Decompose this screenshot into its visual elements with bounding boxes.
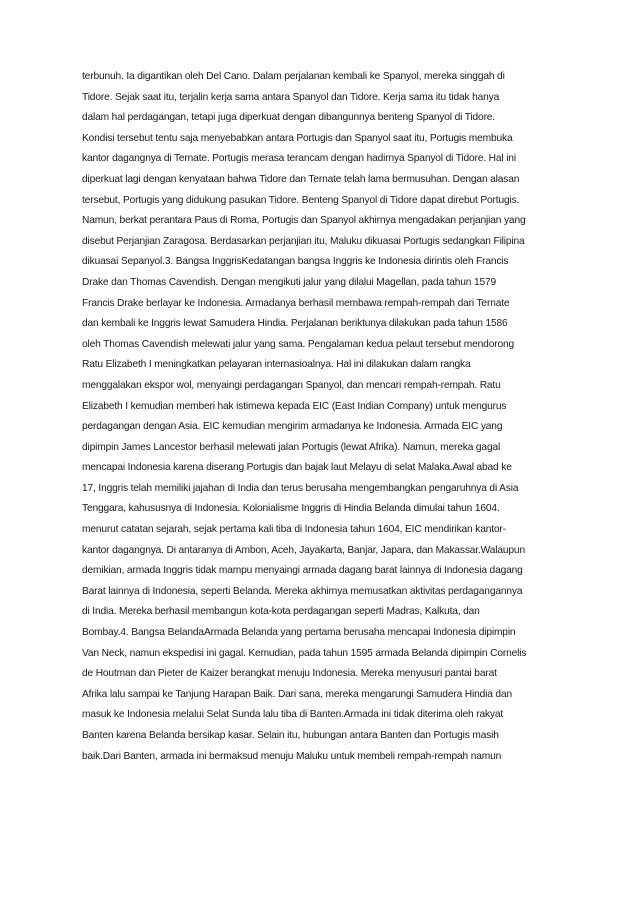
- text-line: baik.Dari Banten, armada ini bermaksud menuju Maluku untuk membeli rempah-rempah namun: [82, 750, 502, 762]
- text-line: Tenggara, kahususnya di Indonesia. Kolonialisme Inggris di Hindia Belanda dimulai tahun 1604.: [82, 503, 500, 515]
- text-line: demikian, armada Inggris tidak mampu menyaingi armada dagang barat lainnya di Indonesia dagang: [82, 565, 523, 577]
- text-line: Banten karena Belanda bersikap kasar. Selain itu, hubungan antara Banten dan Portugis masih: [82, 730, 499, 741]
- text-line: Namun, berkat perantara Paus di Roma, Portugis dan Spanyol akhirnya mengadakan perjanjian yang: [82, 215, 526, 227]
- text-line: Barat lainnya di Indonesia, seperti Belanda. Mereka akhirnya memusatkan aktivitas perdagangannya: [82, 585, 523, 597]
- text-line: Ratu Elizabeth I meningkatkan pelayaran internasioalnya. Hal ini dilakukan dalam rangka: [82, 359, 471, 371]
- text-line: menggalakan ekspor wol, menyaingi perdagangan Spanyol, dan mencari rempah-rempah. Ratu: [82, 379, 501, 391]
- text-line: Tidore. Sejak saat itu, terjalin kerja sama antara Spanyol dan Tidore. Kerja sama itu tidak hanya: [82, 91, 500, 103]
- text-line: perdagangan dengan Asia. EIC kemudian mengirim armadanya ke Indonesia. Armada EIC yang: [82, 421, 503, 433]
- text-line: disebut Perjanjian Zaragosa. Berdasarkan perjanjian itu, Maluku dikuasai Portugis sedangkan Filipina: [82, 235, 525, 247]
- text-line: Van Neck, namun ekspedisi ini gagal. Kemudian, pada tahun 1595 armada Belanda dipimpin Cornelis: [82, 647, 527, 659]
- text-line: Elizabeth I kemudian memberi hak istimewa kepada EIC (East Indian Company) untuk mengurus: [82, 400, 507, 412]
- body-text: [82, 67, 564, 767]
- text-line: Francis Drake berlayar ke Indonesia. Armadanya berhasil membawa rempah-rempah dari Ternate: [82, 297, 510, 309]
- text-line: kantor dagangnya di Ternate. Portugis merasa terancam dengan hadirnya Spanyol di Tidore. Hal ini: [82, 153, 516, 165]
- text-line: kantor dagangnya. Di antaranya di Ambon, Aceh, Jayakarta, Banjar, Japara, dan Makassar.Walaupun: [82, 544, 525, 556]
- text-line: dan kembali ke Inggris lewat Samudera Hindia. Perjalanan beriktunya dilakukan pada tahun 1586: [82, 318, 508, 330]
- text-line: Bombay.4. Bangsa BelandaArmada Belanda yang pertama berusaha mencapai Indonesia dipimpin: [82, 627, 516, 639]
- text-line: Kondisi tersebut tentu saja menyebabkan antara Portugis dan Spanyol saat itu, Portugis membuka: [82, 132, 513, 144]
- text-line: oleh Thomas Cavendish melewati jalur yang sama. Pengalaman kedua pelaut tersebut mendorong: [82, 338, 514, 350]
- text-line: masuk ke Indonesia melalui Selat Sunda lalu tiba di Banten.Armada ini tidak diterima oleh rakyat: [82, 709, 504, 721]
- text-line: Drake dan Thomas Cavendish. Dengan mengikuti jalur yang dilalui Magellan, pada tahun 1579: [82, 276, 497, 288]
- text-line: de Houtman dan Pieter de Kaizer berangkat menuju Indonesia. Mereka menyusuri pantai barat: [82, 668, 497, 680]
- text-line: Afrika lalu sampai ke Tanjung Harapan Baik. Dari sana, mereka mengarungi Samudera Hindia dan: [82, 688, 512, 700]
- text-line: menurut catatan sejarah, sejak pertama kali tiba di Indonesia tahun 1604, EIC mendirikan kantor-: [82, 524, 506, 536]
- text-line: dalam hal perdagangan, tetapi juga diperkuat dengan dibangunnya benteng Spanyol di Tidore.: [82, 112, 496, 124]
- text-line: tersebut, Portugis yang didukung pasukan Tidore. Benteng Spanyol di Tidore dapat direbut Portugis.: [82, 194, 520, 206]
- text-line: 17, Inggris telah memiliki jajahan di India dan terus berusaha mengembangkan pengaruhnya di Asia: [82, 482, 519, 494]
- text-line: mencapai Indonesia karena diserang Portugis dan bajak laut Melayu di selat Malaka.Awal abad ke: [82, 462, 512, 474]
- text-line: terbunuh. Ia digantikan oleh Del Cano. Dalam perjalanan kembali ke Spanyol, mereka singgah di: [82, 71, 505, 82]
- text-line: dikuasai Sepanyol.3. Bangsa InggrisKedatangan bangsa Inggris ke Indonesia dirintis oleh Francis: [82, 256, 509, 268]
- text-line: di India. Mereka berhasil membangun kota-kota perdagangan seperti Madras, Kalkuta, dan: [82, 606, 480, 618]
- text-line: diperkuat lagi dengan kenyataan bahwa Tidore dan Ternate telah lama bermusuhan. Dengan alasan: [82, 173, 520, 185]
- text-line: dipimpin James Lancestor berhasil melewati jalan Portugis (lewat Afrika). Namun, mereka gagal: [82, 441, 501, 453]
